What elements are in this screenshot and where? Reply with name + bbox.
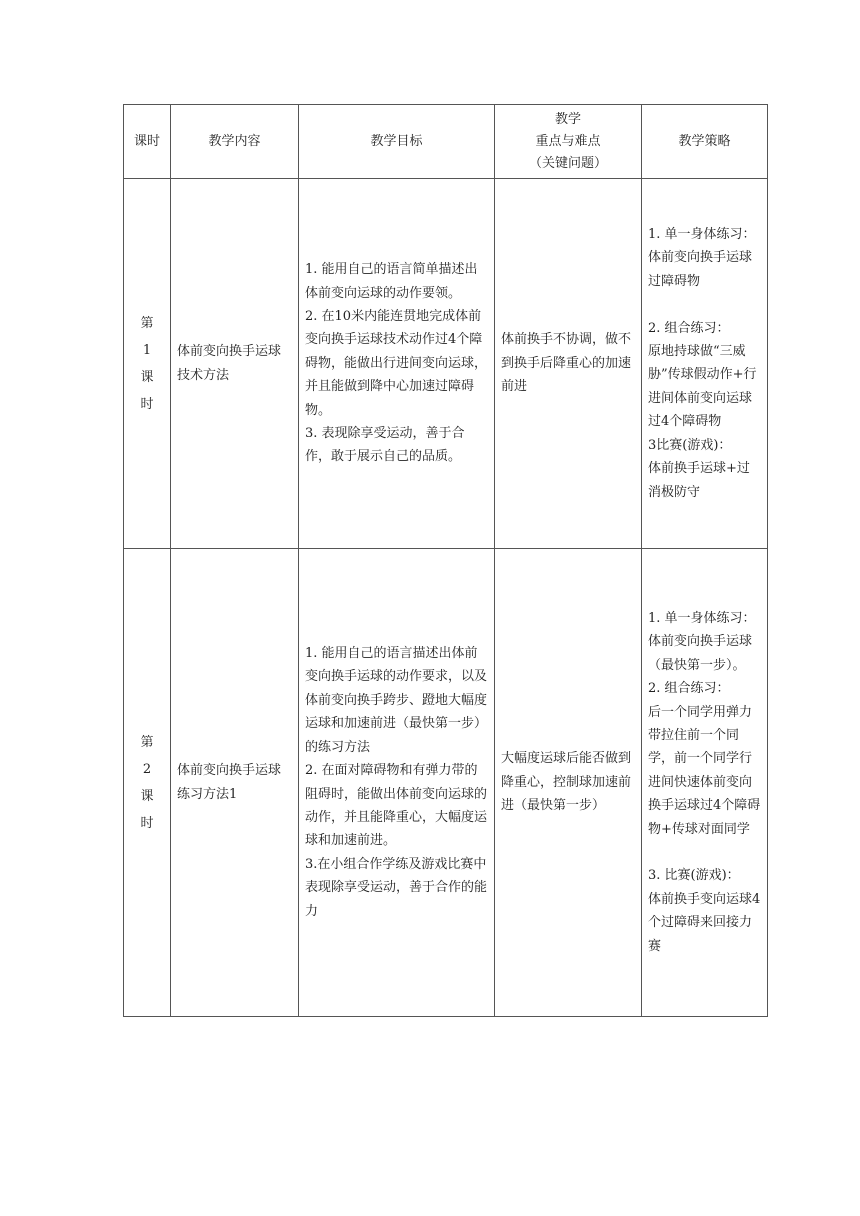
strategy-item: 原地持球做“三威胁”传球假动作+行进间体前变向运球过4个障碍物 (648, 344, 757, 430)
goal-item: 2. 在面对障碍物和有弹力带的阻碍时，能做出体前变向运球的动作，并且能降重心，大幅度运球和加速前进。 (305, 763, 488, 849)
strategy-item: 3比赛(游戏)： (648, 437, 732, 453)
period-char: 课 (140, 369, 154, 385)
strategy-item: 2. 组合练习： (648, 320, 730, 336)
strategy-item: 后一个同学用弹力带拉住前一个同学，前一个同学行进间快速体前变向换手运球过4个障碍物+传球对面同学 (648, 704, 761, 837)
strategy-spacer (648, 293, 761, 316)
header-keypoints-line-3: （关键问题） (528, 155, 607, 171)
header-strategy: 教学策略 (642, 105, 768, 179)
strategy-cell (642, 549, 768, 1017)
period-cell (124, 179, 171, 549)
strategy-item: 1. 单一身体练习： (648, 227, 756, 243)
period-char: 第 (140, 734, 154, 750)
header-keypoints-line-2: 重点与难点 (535, 133, 601, 149)
goal-item: 2. 在10米内能连贯地完成体前变向换手运球技术动作过4个障碍物，能做出行进间变向运球，并且能做到降中心加速过障碍物。 (305, 308, 488, 418)
goals-cell (299, 179, 495, 549)
header-keypoints (495, 105, 642, 179)
goal-item: 1. 能用自己的语言简单描述出体前变向运球的动作要领。 (305, 262, 478, 301)
header-content: 教学内容 (171, 105, 299, 179)
goals-cell (299, 549, 495, 1017)
period-char: 2 (142, 761, 152, 777)
keypoints-cell: 体前换手不协调，做不到换手后降重心的加速前进 (495, 179, 642, 549)
header-goals: 教学目标 (299, 105, 495, 179)
strategy-item: 体前换手变向运球4个过障碍来回接力赛 (648, 891, 761, 954)
table-header-row (124, 105, 768, 179)
goal-item: 3.在小组合作学练及游戏比赛中表现除享受运动，善于合作的能力 (305, 856, 488, 919)
strategy-item: 1. 单一身体练习： (648, 610, 756, 626)
header-keypoints-line-1: 教学 (554, 111, 581, 127)
strategy-item: 3. 比赛(游戏)： (648, 868, 740, 884)
strategy-item: 体前变向换手运球（最快第一步）。 (648, 634, 753, 673)
period-char: 课 (140, 788, 154, 804)
period-cell (124, 549, 171, 1017)
header-period: 课时 (124, 105, 171, 179)
period-char: 第 (140, 315, 154, 331)
period-char: 时 (140, 815, 154, 831)
keypoints-cell: 大幅度运球后能否做到降重心，控制球加速前进（最快第一步） (495, 549, 642, 1017)
strategy-item: 体前变向换手运球过障碍物 (648, 250, 753, 289)
content-cell: 体前变向换手运球技术方法 (171, 179, 299, 549)
table-row (124, 549, 768, 1017)
strategy-item: 体前换手运球+过消极防守 (648, 461, 750, 500)
strategy-cell (642, 179, 768, 549)
table-row (124, 179, 768, 549)
content-cell: 体前变向换手运球练习方法1 (171, 549, 299, 1017)
strategy-spacer (648, 841, 761, 864)
goal-item: 1. 能用自己的语言描述出体前变向换手运球的动作要求，以及体前变向换手跨步、蹬地大幅度运球和加速前进（最快第一步）的练习方法 (305, 646, 488, 755)
strategy-item: 2. 组合练习： (648, 681, 730, 697)
lesson-plan-table (123, 104, 768, 1017)
goal-item: 3. 表现除享受运动，善于合作，敢于展示自己的品质。 (305, 426, 465, 465)
period-char: 时 (140, 396, 154, 412)
period-char: 1 (142, 342, 152, 358)
